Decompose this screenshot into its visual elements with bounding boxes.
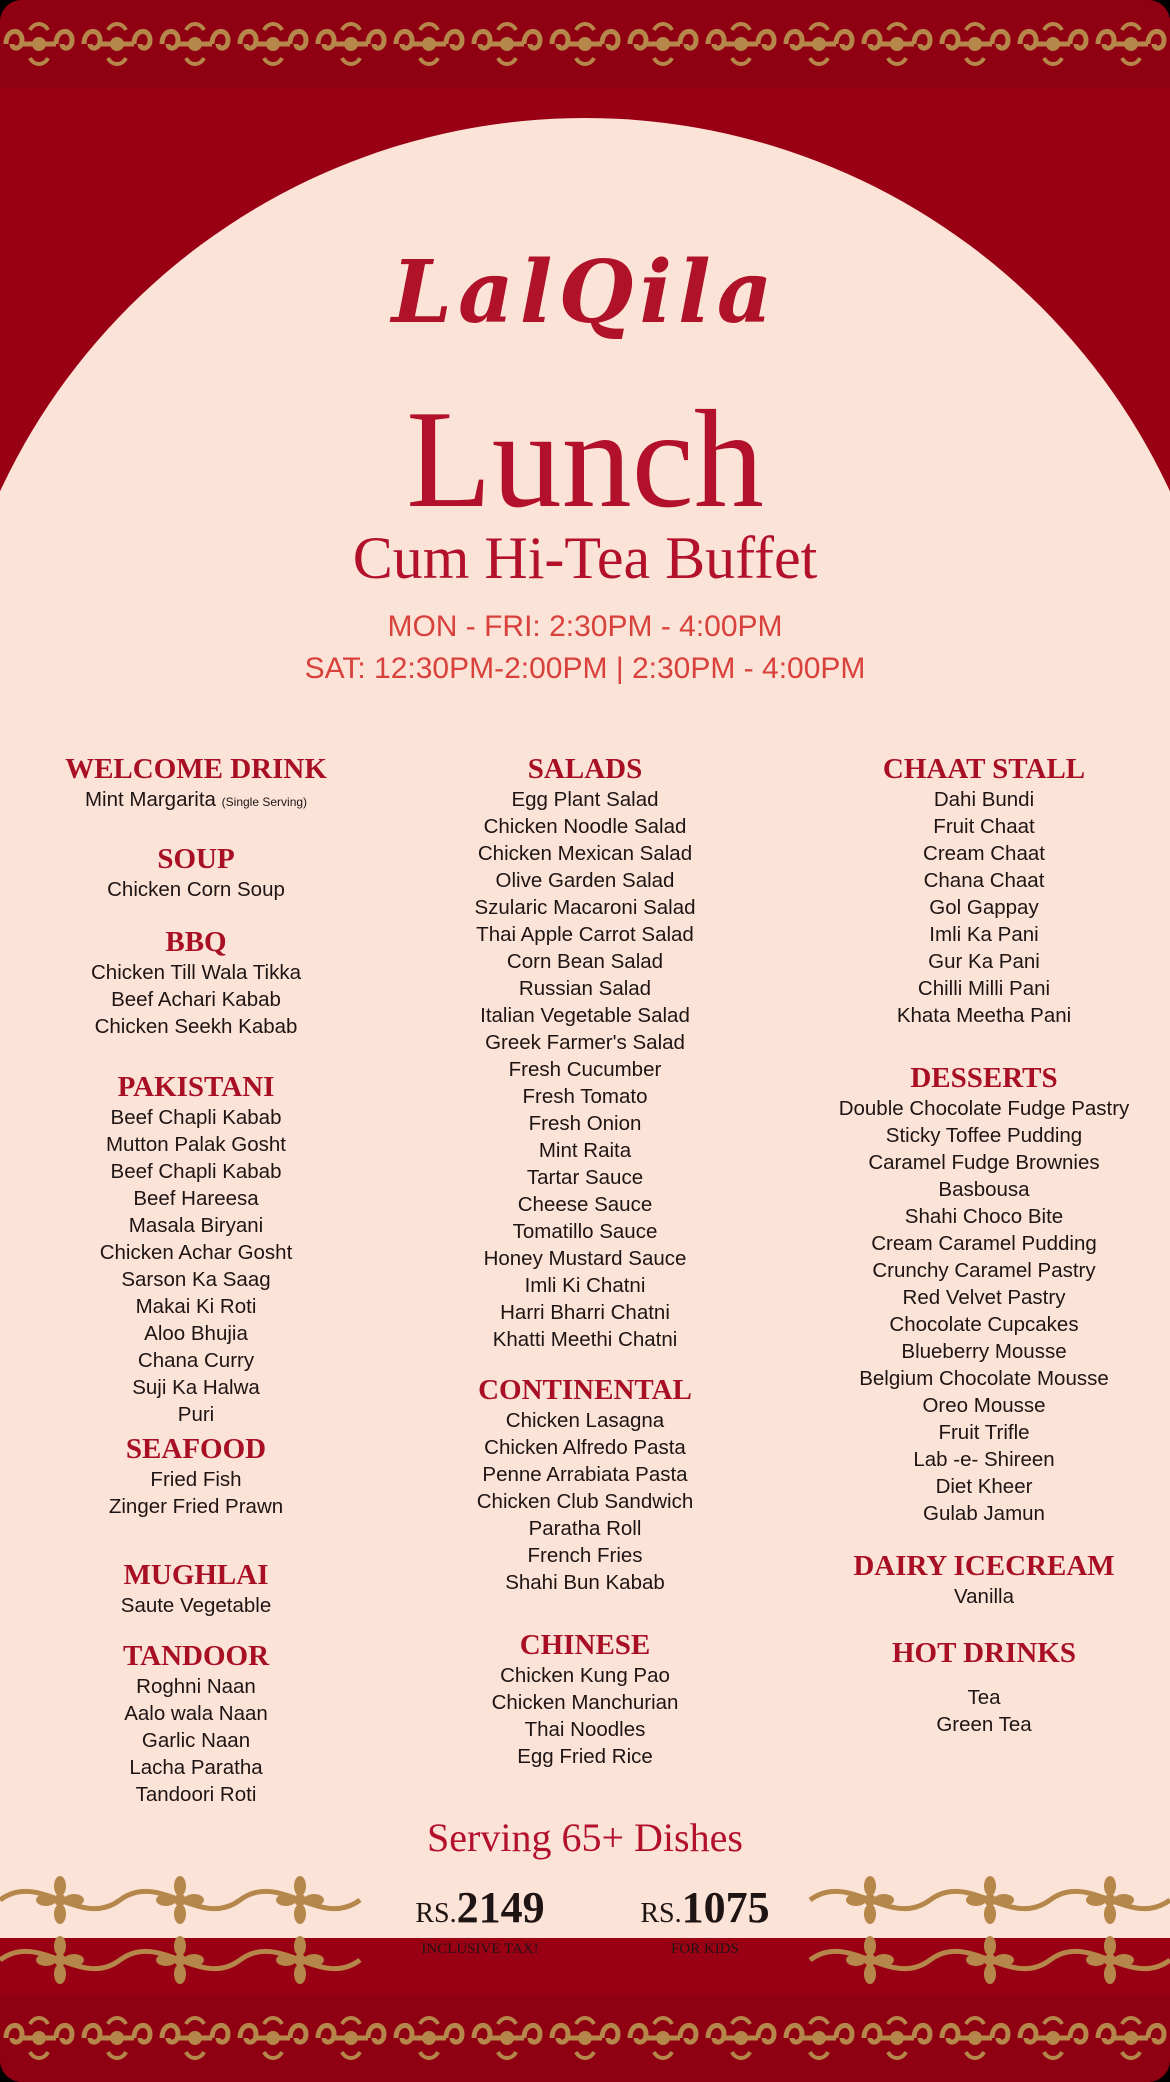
menu-section-tandoor	[6, 1639, 386, 1808]
price-currency: RS.	[415, 1898, 457, 1929]
menu-item: Zinger Fried Prawn	[108, 1495, 284, 1518]
menu-section-welcome-drink	[6, 752, 386, 816]
menu-item: Thai Apple Carrot Salad	[476, 923, 694, 946]
menu-item: Olive Garden Salad	[495, 869, 675, 892]
menu-item	[6, 786, 386, 816]
top-border-band	[0, 0, 1170, 88]
section-heading: MUGHLAI	[123, 1559, 269, 1591]
menu-item: Greek Farmer's Salad	[485, 1031, 685, 1054]
section-heading: CHAAT STALL	[882, 753, 1086, 785]
price-currency: RS.	[640, 1898, 682, 1929]
menu-item: Belgium Chocolate Mousse	[859, 1367, 1109, 1390]
menu-item: French Fries	[527, 1544, 643, 1567]
menu-item: Thai Noodles	[524, 1718, 646, 1741]
menu-item: Chicken Manchurian	[491, 1691, 679, 1714]
section-heading: SEAFOOD	[125, 1433, 267, 1465]
menu-item: Tea	[967, 1686, 1001, 1709]
menu-item: Masala Biryani	[128, 1214, 264, 1237]
menu-item: Penne Arrabiata Pasta	[482, 1463, 688, 1486]
menu-item: Chicken Lasagna	[505, 1409, 665, 1432]
menu-item: Khatti Meethi Chatni	[492, 1328, 678, 1351]
menu-item: Gol Gappay	[929, 896, 1039, 919]
price-kids	[605, 1882, 805, 1958]
menu-item: Caramel Fudge Brownies	[868, 1151, 1100, 1174]
price-adult	[380, 1882, 580, 1958]
section-heading: CHINESE	[519, 1629, 651, 1661]
menu-item: Cheese Sauce	[517, 1193, 653, 1216]
price-amount: 2149	[456, 1883, 545, 1932]
menu-column-2	[395, 752, 775, 1770]
menu-item: Mint Raita	[538, 1139, 632, 1162]
ornament-border-top	[0, 0, 1170, 88]
menu-item: Fresh Onion	[528, 1112, 642, 1135]
menu-item: Saute Vegetable	[120, 1594, 272, 1617]
hours-weekday: MON - FRI: 2:30PM - 4:00PM	[387, 610, 783, 643]
page-title: Lunch	[406, 382, 764, 537]
menu-item: Shahi Bun Kabab	[505, 1571, 665, 1594]
menu-section-continental	[395, 1373, 775, 1596]
menu-section-hot-drinks	[794, 1636, 1170, 1738]
menu-item: Basbousa	[938, 1178, 1030, 1201]
menu-item: Chicken Till Wala Tikka	[91, 961, 301, 984]
section-heading: TANDOOR	[122, 1640, 270, 1672]
menu-section-desserts	[794, 1061, 1170, 1527]
menu-item: Lacha Paratha	[129, 1756, 263, 1779]
menu-item: Harri Bharri Chatni	[500, 1301, 670, 1324]
section-heading: SOUP	[157, 843, 235, 875]
menu-item: Paratha Roll	[528, 1517, 642, 1540]
section-heading: SALADS	[527, 753, 643, 785]
menu-section-chinese	[395, 1628, 775, 1770]
menu-item: Blueberry Mousse	[901, 1340, 1067, 1363]
price-note: FOR KIDS	[671, 1941, 739, 1957]
menu-item: Chicken Alfredo Pasta	[484, 1436, 686, 1459]
section-heading: PAKISTANI	[117, 1071, 275, 1103]
menu-item: Gur Ka Pani	[928, 950, 1040, 973]
menu-item: Shahi Choco Bite	[904, 1205, 1064, 1228]
menu-item: Suji Ka Halwa	[132, 1376, 260, 1399]
menu-item: Roghni Naan	[136, 1675, 256, 1698]
menu-item: Egg Plant Salad	[511, 788, 659, 811]
menu-column-1-sections	[6, 842, 386, 1808]
menu-item: Beef Chapli Kabab	[110, 1106, 282, 1129]
menu-item: Fruit Trifle	[938, 1421, 1030, 1444]
menu-item: Chicken Noodle Salad	[483, 815, 687, 838]
menu-item: Khata Meetha Pani	[896, 1004, 1072, 1027]
menu-item: Garlic Naan	[141, 1729, 251, 1752]
menu-item: Fresh Cucumber	[508, 1058, 662, 1081]
menu-item: Tomatillo Sauce	[512, 1220, 658, 1243]
menu-item: Italian Vegetable Salad	[480, 1004, 690, 1027]
menu-section-soup	[6, 842, 386, 903]
section-heading: DESSERTS	[910, 1062, 1058, 1094]
menu-item: Chicken Achar Gosht	[99, 1241, 293, 1264]
menu-item: Beef Hareesa	[133, 1187, 259, 1210]
page-subtitle: Cum Hi-Tea Buffet	[352, 525, 818, 591]
ornament-border-bottom	[0, 1994, 1170, 2082]
menu-section-salads	[395, 752, 775, 1353]
menu-column-3	[794, 752, 1170, 1738]
menu-item: Imli Ka Pani	[929, 923, 1039, 946]
section-heading: HOT DRINKS	[892, 1637, 1076, 1669]
menu-item: Dahi Bundi	[933, 788, 1035, 811]
menu-item: Diet Kheer	[935, 1475, 1033, 1498]
section-heading: CONTINENTAL	[478, 1374, 692, 1406]
menu-item: Szularic Macaroni Salad	[474, 896, 696, 919]
menu-item: Beef Achari Kabab	[111, 988, 281, 1011]
menu-item: Beef Chapli Kabab	[110, 1160, 282, 1183]
menu-item: Mutton Palak Gosht	[105, 1133, 287, 1156]
menu-item: Egg Fried Rice	[517, 1745, 653, 1768]
menu-item-note: (Single Serving)	[221, 795, 308, 809]
menu-item: Chilli Milli Pani	[917, 977, 1051, 1000]
menu-item: Aalo wala Naan	[124, 1702, 268, 1725]
menu-item: Chicken Corn Soup	[107, 878, 285, 901]
menu-section-chaat-stall	[794, 752, 1170, 1029]
menu-item: Honey Mustard Sauce	[483, 1247, 687, 1270]
menu-item: Vanilla	[953, 1585, 1015, 1608]
menu-item: Makai Ki Roti	[135, 1295, 257, 1318]
floral-ornament-left	[0, 1860, 380, 1994]
menu-item: Tandoori Roti	[135, 1783, 257, 1806]
menu-item: Sarson Ka Saag	[121, 1268, 271, 1291]
menu-item: Chicken Seekh Kabab	[94, 1015, 298, 1038]
menu-item: Chana Chaat	[923, 869, 1045, 892]
menu-item: Chicken Club Sandwich	[476, 1490, 694, 1513]
menu-item: Cream Caramel Pudding	[871, 1232, 1097, 1255]
floral-ornament-right	[790, 1860, 1170, 1994]
menu-item: Russian Salad	[518, 977, 652, 1000]
menu-item: Fresh Tomato	[522, 1085, 648, 1108]
menu-item-name: Mint Margarita	[84, 788, 216, 811]
menu-item: Lab -e- Shireen	[913, 1448, 1055, 1471]
menu-item: Gulab Jamun	[923, 1502, 1045, 1525]
menu-item: Corn Bean Salad	[506, 950, 664, 973]
price-note: INCLUSIVE TAX!	[421, 1941, 539, 1957]
menu-item: Sticky Toffee Pudding	[885, 1124, 1083, 1147]
section-heading: DAIRY ICECREAM	[853, 1550, 1115, 1582]
section-heading: BBQ	[165, 926, 227, 958]
menu-item: Crunchy Caramel Pastry	[872, 1259, 1096, 1282]
price-amount: 1075	[681, 1883, 770, 1932]
menu-item: Oreo Mousse	[922, 1394, 1046, 1417]
menu-section-seafood	[6, 1432, 386, 1520]
menu-item: Green Tea	[936, 1713, 1032, 1736]
menu-section-pakistani	[6, 1070, 386, 1428]
menu-item: Cream Chaat	[923, 842, 1045, 865]
menu-item: Chicken Kung Pao	[500, 1664, 670, 1687]
menu-item: Double Chocolate Fudge Pastry	[838, 1097, 1130, 1120]
menu-item: Red Velvet Pastry	[902, 1286, 1066, 1309]
menu-item: Chocolate Cupcakes	[889, 1313, 1079, 1336]
menu-item: Fried Fish	[150, 1468, 242, 1491]
menu-item: Chana Curry	[137, 1349, 255, 1372]
menu-item: Chicken Mexican Salad	[477, 842, 693, 865]
section-heading: WELCOME DRINK	[65, 753, 327, 785]
menu-item: Aloo Bhujia	[144, 1322, 248, 1345]
bottom-border-band	[0, 1994, 1170, 2082]
menu-item: Puri	[177, 1403, 215, 1426]
menu-column-1	[6, 752, 386, 1808]
menu-section-mughlai	[6, 1558, 386, 1619]
menu-item: Fruit Chaat	[933, 815, 1035, 838]
serving-count: Serving 65+ Dishes	[427, 1815, 743, 1860]
menu-item: Tartar Sauce	[526, 1166, 644, 1189]
menu-section-dairy-icecream	[794, 1549, 1170, 1610]
menu-item: Imli Ki Chatni	[524, 1274, 646, 1297]
restaurant-logo: LalQila	[391, 242, 779, 343]
hours-saturday: SAT: 12:30PM-2:00PM | 2:30PM - 4:00PM	[304, 652, 866, 685]
menu-section-bbq	[6, 925, 386, 1040]
